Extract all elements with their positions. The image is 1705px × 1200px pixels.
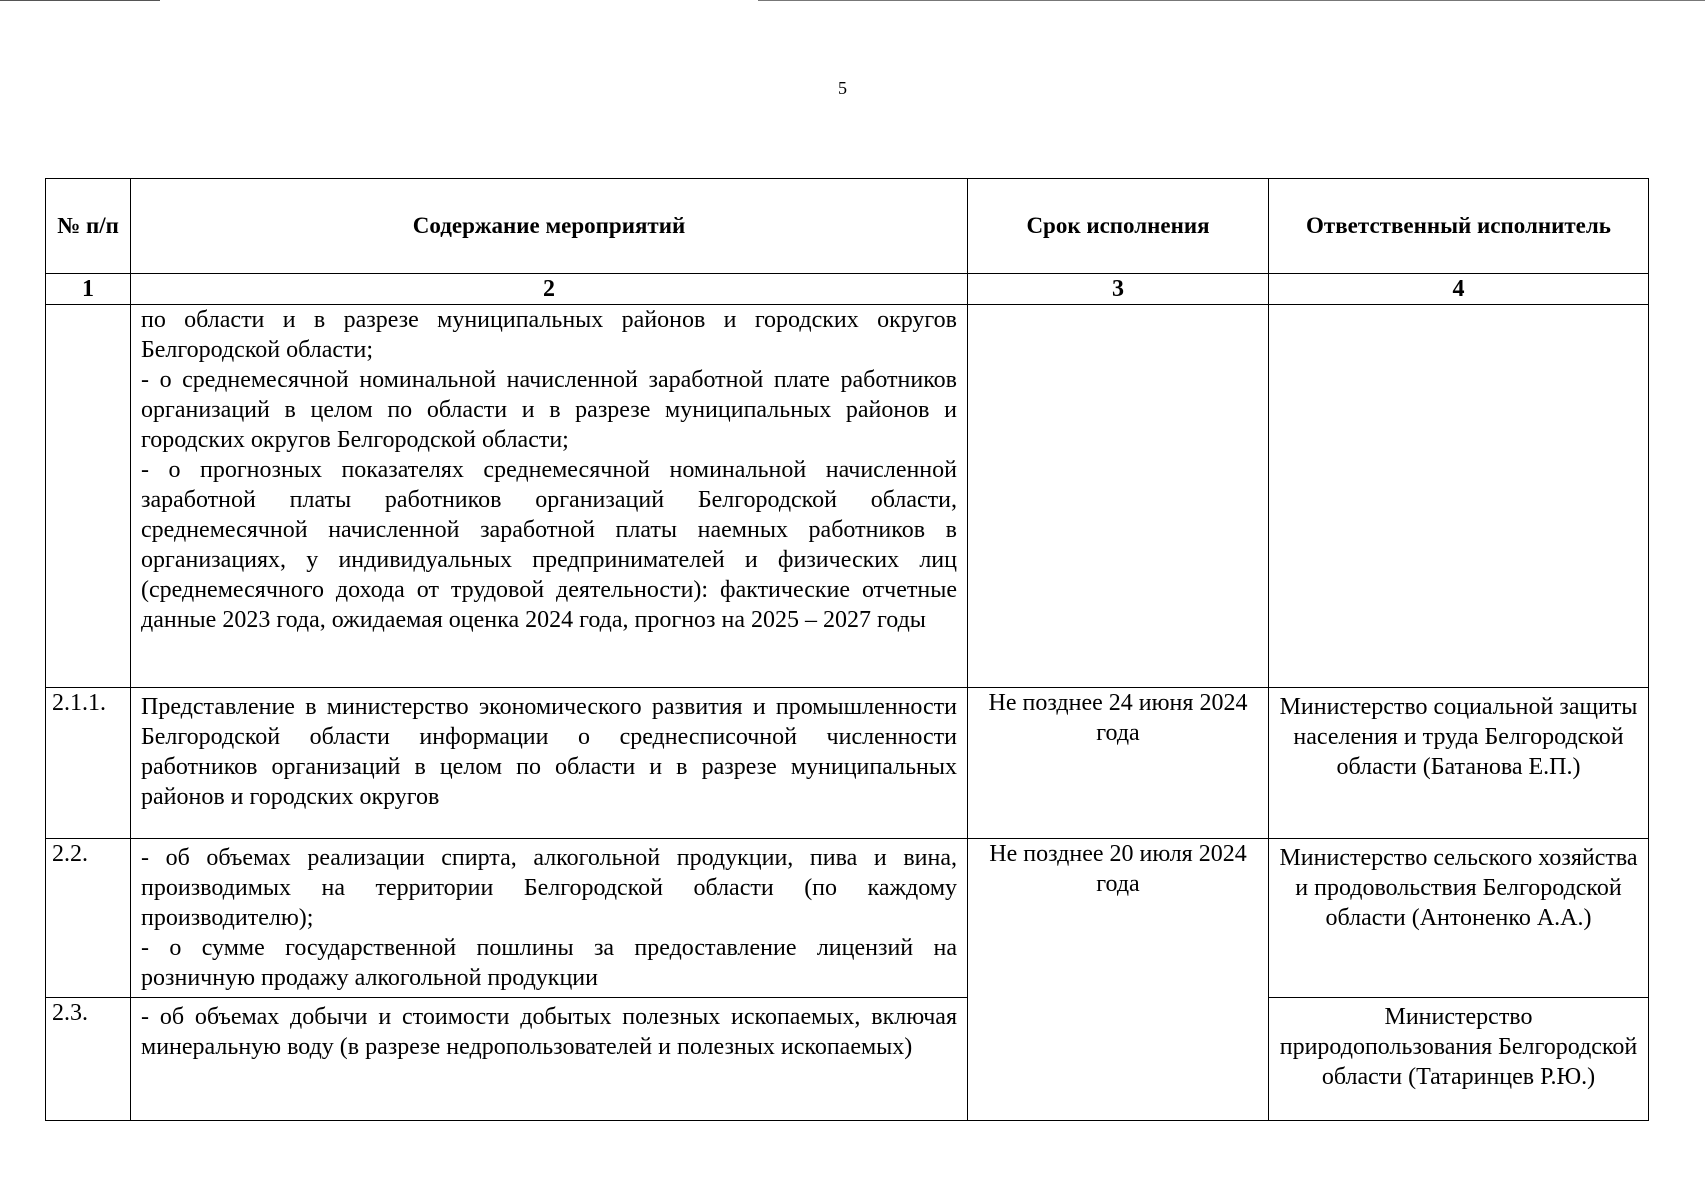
row-number: 2.3.: [46, 998, 131, 1121]
measures-table: [45, 178, 1649, 1121]
row-responsible: Министерство социальной защиты населения и труда Белгородской области (Батанова Е.П.): [1269, 688, 1649, 839]
row-deadline: Не позднее 20 июля 2024 года: [968, 839, 1269, 1121]
content-paragraph: - об объемах реализации спирта, алкогольной продукции, пива и вина, производимых на территории Белгородской области (по каждому производителю);: [141, 845, 957, 931]
row-number: [46, 305, 131, 688]
header-number: № п/п: [46, 179, 131, 274]
table-header-row: [46, 179, 1649, 274]
table-row: [46, 688, 1649, 839]
content-paragraph: - о сумме государственной пошлины за предоставление лицензий на розничную продажу алкогольной продукции: [141, 935, 957, 991]
content-paragraph: Представление в министерство экономического развития и промышленности Белгородской области информации о среднесписочной численности работников организаций в целом по области и в разрезе муниципальных районов и городских округов: [141, 694, 957, 810]
row-content: [131, 305, 968, 688]
header-content: Содержание мероприятий: [131, 179, 968, 274]
header-deadline: Срок исполнения: [968, 179, 1269, 274]
row-responsible: Министерство природопользования Белгородской области (Татаринцев Р.Ю.): [1269, 998, 1649, 1121]
content-paragraph: - об объемах добычи и стоимости добытых полезных ископаемых, включая минеральную воду (в разрезе недропользователей и полезных ископаемых): [141, 1004, 957, 1060]
row-content: [131, 839, 968, 998]
row-deadline: Не позднее 24 июня 2024 года: [968, 688, 1269, 839]
content-paragraph: - о прогнозных показателях среднемесячной номинальной начисленной заработной платы работников организаций Белгородской области, среднемесячной начисленной заработной платы наемных работников в организациях, у индивидуальных предпринимателей и физических лиц (среднемесячного дохода от трудовой деятельности): фактические отчетные данные 2023 года, ожидаемая оценка 2024 года, прогноз на 2025 – 2027 годы: [141, 457, 957, 633]
column-number: 1: [46, 274, 131, 305]
table-row: [46, 305, 1649, 688]
row-content: [131, 688, 968, 839]
table-row: [46, 839, 1649, 998]
content-paragraph: по области и в разрезе муниципальных районов и городских округов Белгородской области;: [141, 307, 957, 363]
column-numbers-row: [46, 274, 1649, 305]
column-number: 4: [1269, 274, 1649, 305]
row-number: 2.1.1.: [46, 688, 131, 839]
content-paragraph: - о среднемесячной номинальной начисленной заработной плате работников организаций в целом по области и в разрезе муниципальных районов и городских округов Белгородской области;: [141, 367, 957, 453]
row-deadline: [968, 305, 1269, 688]
row-number: 2.2.: [46, 839, 131, 998]
row-content: [131, 998, 968, 1121]
scan-edge-line: [758, 0, 1705, 1]
row-responsible: [1269, 305, 1649, 688]
table-row: [46, 998, 1649, 1121]
column-number: 2: [131, 274, 968, 305]
header-responsible: Ответственный исполнитель: [1269, 179, 1649, 274]
row-responsible: Министерство сельского хозяйства и продовольствия Белгородской области (Антоненко А.А.): [1269, 839, 1649, 998]
column-number: 3: [968, 274, 1269, 305]
page-number: 5: [838, 78, 847, 98]
scan-edge-line: [0, 0, 160, 1]
